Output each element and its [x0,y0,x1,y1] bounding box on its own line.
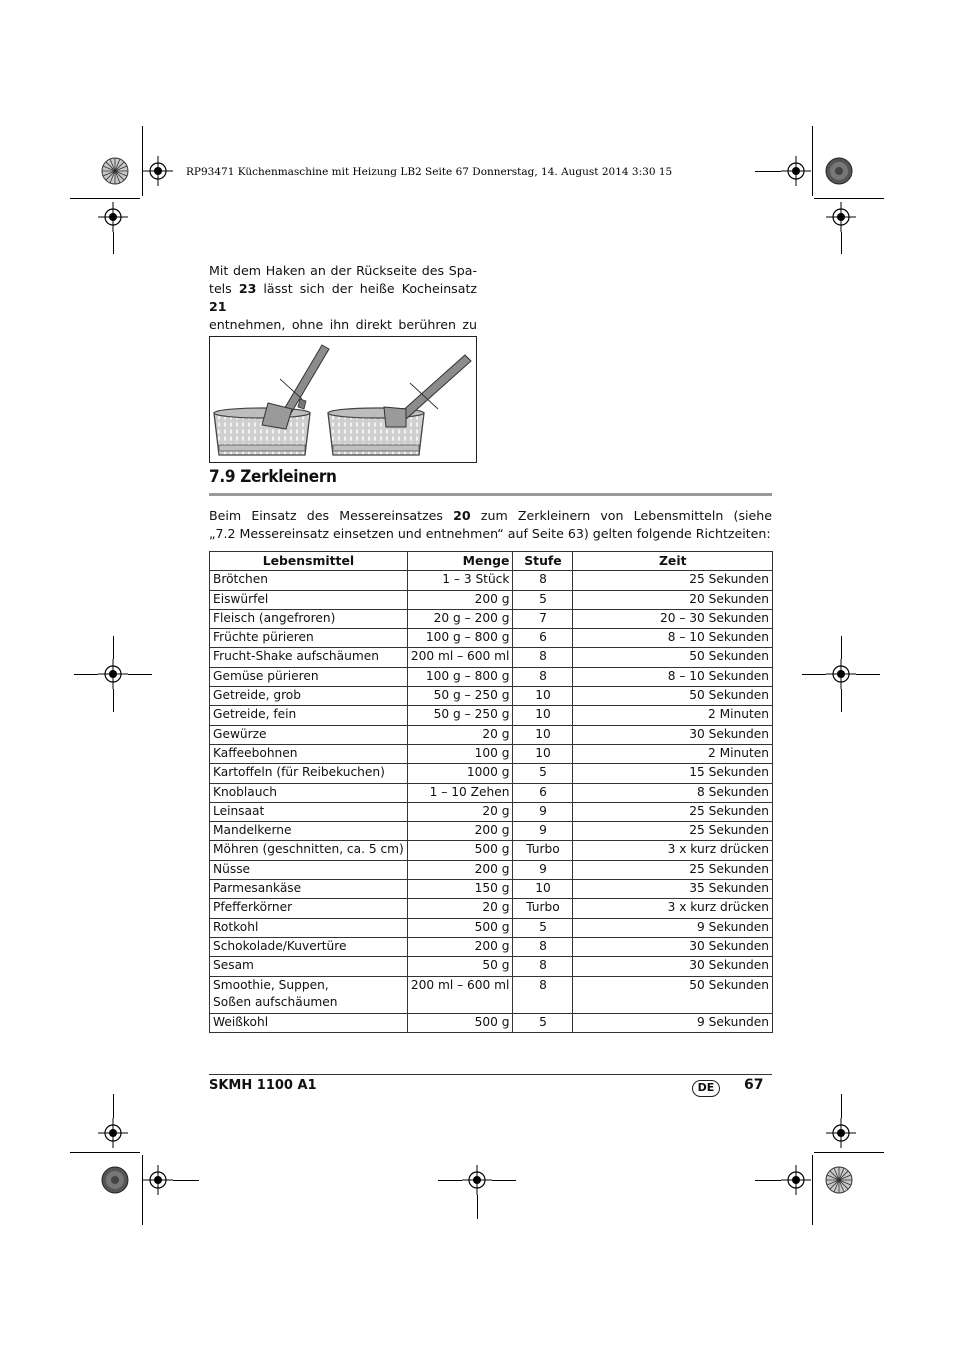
table-cell: 500 g [407,841,513,860]
table-cell: 8 [513,937,573,956]
table-cell: 9 [513,822,573,841]
table-cell: Kaffeebohnen [210,744,408,763]
table-cell: Parmesankäse [210,880,408,899]
model-number: SKMH 1100 A1 [209,1078,317,1093]
table-cell: 2 Minuten [573,706,773,725]
registration-mark-icon [781,1165,811,1195]
table-cell: 500 g [407,1013,513,1032]
table-cell: 20 Sekunden [573,590,773,609]
text-fragment: 20 [453,508,471,523]
table-row [210,648,773,667]
table-cell: Leinsaat [210,802,408,821]
table-cell: Gemüse pürieren [210,667,408,686]
table-cell: 10 [513,725,573,744]
table-cell: 9 Sekunden [573,1013,773,1032]
table-cell: 25 Sekunden [573,860,773,879]
registration-mark-icon [143,1165,173,1195]
table-cell: 50 Sekunden [573,976,773,1013]
table-cell: 100 g [407,744,513,763]
table-cell: Eiswürfel [210,590,408,609]
page-number: 67 [744,1077,764,1093]
table-cell: Brötchen [210,571,408,590]
table-row [210,976,773,1013]
table-cell: 200 ml – 600 ml [407,648,513,667]
spatula-basket-illustration [209,336,477,463]
table-cell: Pfefferkörner [210,899,408,918]
print-header: RP93471 Küchenmaschine mit Heizung LB2 Seite 67 Donnerstag, 14. August 2014 3:30 15 [186,166,673,178]
table-cell: Kartoffeln (für Reibekuchen) [210,764,408,783]
text-fragment: lässt sich der heiße Kocheinsatz [256,281,478,296]
table-row [210,822,773,841]
table-row [210,918,773,937]
table-cell: Sesam [210,957,408,976]
table-cell: 20 g [407,899,513,918]
table-row [210,880,773,899]
table-cell: 200 ml – 600 ml [407,976,513,1013]
table-cell: 8 – 10 Sekunden [573,629,773,648]
table-cell: Frucht-Shake aufschäumen [210,648,408,667]
table-row [210,571,773,590]
color-wheel-icon [101,157,129,185]
table-row [210,744,773,763]
table-cell: 1 – 3 Stück [407,571,513,590]
table-row [210,725,773,744]
table-cell: 3 x kurz drücken [573,841,773,860]
table-cell: 200 g [407,590,513,609]
registration-mark-icon [98,659,128,689]
table-cell: 200 g [407,937,513,956]
table-cell: 9 [513,860,573,879]
table-cell: Früchte pürieren [210,629,408,648]
table-cell: 10 [513,744,573,763]
table-row [210,590,773,609]
table-row [210,667,773,686]
registration-mark-icon [98,202,128,232]
table-cell: 20 g – 200 g [407,609,513,628]
text-fragment: Soßen aufschäumen [213,994,338,1009]
registration-mark-icon [826,659,856,689]
table-cell: 10 [513,880,573,899]
table-row [210,629,773,648]
table-row [210,860,773,879]
color-wheel-icon [825,1166,853,1194]
table-row [210,687,773,706]
table-cell: 20 g [407,725,513,744]
table-cell: 10 [513,706,573,725]
table-cell: 20 g [407,802,513,821]
table-cell: 5 [513,590,573,609]
table-cell: 30 Sekunden [573,957,773,976]
registration-mark-icon [98,1118,128,1148]
table-cell: 3 x kurz drücken [573,899,773,918]
table-cell [210,976,408,1013]
column-header-menge: Menge [407,552,513,571]
spatula-icon [384,355,471,427]
table-cell: 8 – 10 Sekunden [573,667,773,686]
footer-rule [209,1074,772,1075]
table-cell: 7 [513,609,573,628]
table-cell: 8 [513,648,573,667]
table-cell: Turbo [513,899,573,918]
table-cell: 30 Sekunden [573,937,773,956]
text-fragment: 23 [238,281,257,296]
paragraph-line: „7.2 Messereinsatz einsetzen und entnehmen“ auf Seite 63) gelten folgende Richtzeiten: [209,526,771,541]
table-cell: 5 [513,1013,573,1032]
table-cell: Weißkohl [210,1013,408,1032]
intro-line: Mit dem Haken an der Rückseite des Spa- [209,263,477,278]
registration-mark-icon [826,1118,856,1148]
table-cell: 50 Sekunden [573,648,773,667]
table-row [210,937,773,956]
table-header-row [210,552,773,571]
table-cell: 100 g – 800 g [407,667,513,686]
table-cell: 5 [513,764,573,783]
guide-times-table [209,551,773,1033]
heading-rule [209,493,772,496]
table-cell: 50 g – 250 g [407,687,513,706]
paragraph-line [209,507,772,525]
table-cell: 200 g [407,822,513,841]
table-row [210,706,773,725]
table-cell: 50 Sekunden [573,687,773,706]
intro-line [209,280,477,316]
text-fragment: 21 [209,299,227,314]
table-row [210,899,773,918]
registration-mark-icon [143,156,173,186]
text-fragment: tels [209,281,239,296]
table-cell: 15 Sekunden [573,764,773,783]
table-row [210,841,773,860]
table-cell: 8 [513,667,573,686]
language-badge: DE [692,1080,720,1097]
table-cell: 25 Sekunden [573,822,773,841]
table-cell: Möhren (geschnitten, ca. 5 cm) [210,841,408,860]
table-cell: 150 g [407,880,513,899]
table-cell: 25 Sekunden [573,802,773,821]
registration-mark-icon [781,156,811,186]
table-cell: 8 [513,957,573,976]
table-cell: Rotkohl [210,918,408,937]
table-row [210,783,773,802]
table-cell: 10 [513,687,573,706]
table-cell: 2 Minuten [573,744,773,763]
cooking-basket-icon [214,408,310,455]
column-header-lebensmittel: Lebensmittel [210,552,408,571]
table-cell: Getreide, fein [210,706,408,725]
table-row [210,802,773,821]
section-paragraph [209,507,772,543]
table-cell: 25 Sekunden [573,571,773,590]
table-cell: Knoblauch [210,783,408,802]
table-cell: 6 [513,629,573,648]
table-cell: Nüsse [210,860,408,879]
table-cell: 100 g – 800 g [407,629,513,648]
table-cell: Fleisch (angefroren) [210,609,408,628]
table-cell: 6 [513,783,573,802]
table-cell: 50 g [407,957,513,976]
table-cell: 9 Sekunden [573,918,773,937]
table-cell: 500 g [407,918,513,937]
table-cell: 30 Sekunden [573,725,773,744]
column-header-zeit: Zeit [573,552,773,571]
table-cell: 8 [513,976,573,1013]
table-cell: Schokolade/Kuvertüre [210,937,408,956]
table-cell: Gewürze [210,725,408,744]
table-cell: 200 g [407,860,513,879]
table-row [210,1013,773,1032]
table-cell: Getreide, grob [210,687,408,706]
table-cell: 35 Sekunden [573,880,773,899]
table-cell: 9 [513,802,573,821]
registration-mark-icon [826,202,856,232]
table-cell: 1000 g [407,764,513,783]
table-cell: 5 [513,918,573,937]
color-wheel-icon [101,1166,129,1194]
table-row [210,957,773,976]
table-row [210,764,773,783]
registration-mark-icon [462,1165,492,1195]
table-cell: 20 – 30 Sekunden [573,609,773,628]
text-fragment: Beim Einsatz des Messereinsatzes [209,508,454,523]
intro-line: entnehmen, ohne ihn direkt berühren zu [209,317,477,332]
table-cell: Mandelkerne [210,822,408,841]
color-wheel-icon [825,157,853,185]
table-cell: 8 [513,571,573,590]
column-header-stufe: Stufe [513,552,573,571]
text-fragment: Smoothie, Suppen, [213,977,329,992]
table-cell: 8 Sekunden [573,783,773,802]
table-cell: Turbo [513,841,573,860]
section-heading: 7.9 Zerkleinern [209,467,337,487]
text-fragment: zum Zerkleinern von Lebensmitteln (siehe [470,508,772,523]
table-cell: 50 g – 250 g [407,706,513,725]
table-cell: 1 – 10 Zehen [407,783,513,802]
table-row [210,609,773,628]
